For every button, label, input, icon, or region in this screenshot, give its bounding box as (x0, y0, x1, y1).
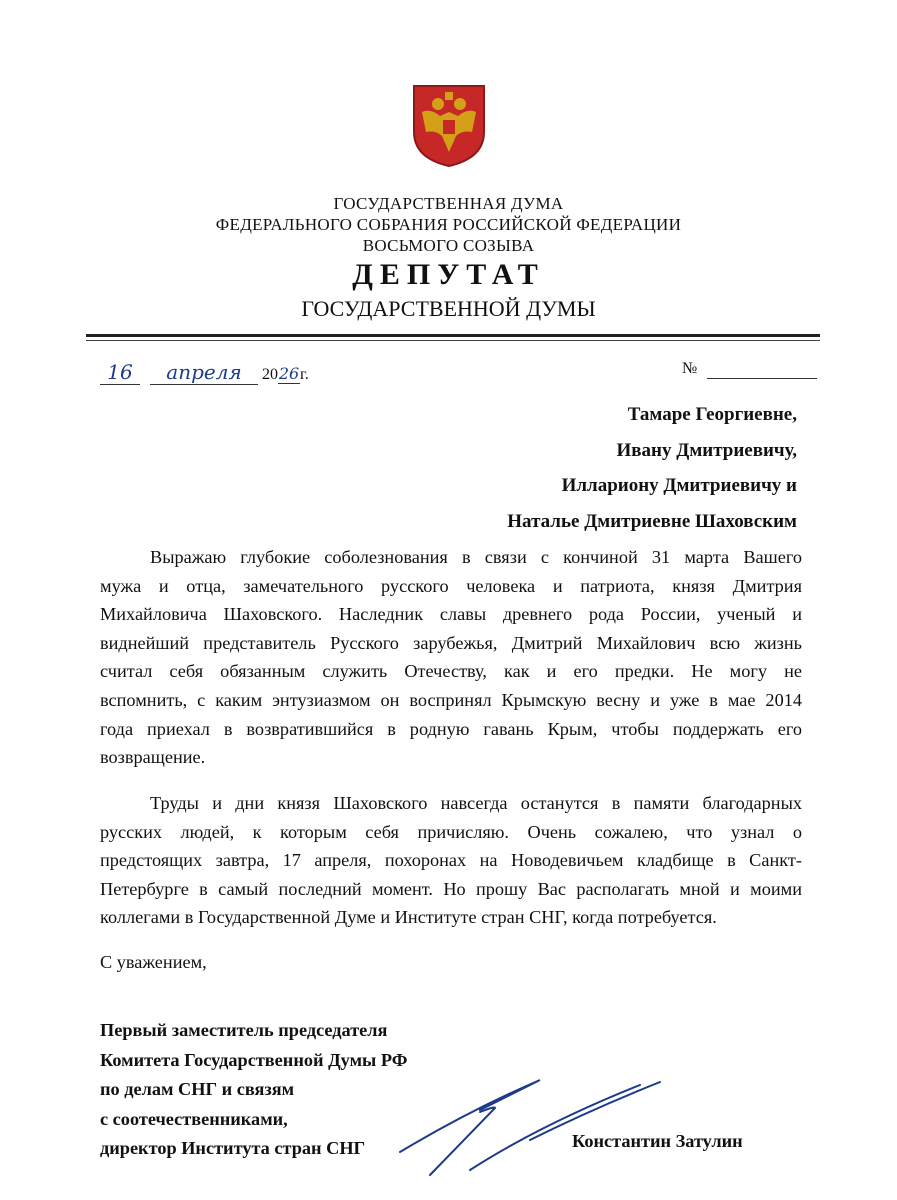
letterhead-subtitle: ГОСУДАРСТВЕННОЙ ДУМЫ (301, 296, 596, 321)
position-line: Первый заместитель председателя (100, 1020, 388, 1040)
text-line: коллегами в Государственной Думе и Институте стран СНГ, когда потребуется. (100, 907, 717, 928)
signature-block (100, 1016, 407, 1164)
addressee: Иллариону Дмитриевичу и (561, 475, 797, 496)
letter-date (100, 360, 309, 385)
text-line: Труды и дни князя Шаховского навсегда останутся в памяти благодарных (150, 793, 802, 813)
body-paragraph-2 (100, 789, 802, 932)
signer-name: Константин Затулин (572, 1131, 743, 1151)
addressees (507, 397, 797, 539)
letterhead-title: ДЕПУТАТ (352, 258, 545, 291)
date-day: 16 (100, 360, 140, 385)
institution-name (0, 193, 897, 256)
header-rule (86, 334, 820, 337)
russian-coat-of-arms-icon (410, 82, 488, 168)
header-rule-thin (86, 340, 820, 341)
text-line: Выражаю глубокие соболезнования в связи с кончиной 31 марта Вашего (150, 547, 802, 567)
number-label: № (682, 360, 698, 377)
text-line: мужа и отца, замечательного русского человека и патриота, князя Дмитрия (100, 575, 802, 596)
date-year-suffix: 26 (278, 364, 300, 383)
text-line: предстоящих завтра, 17 апреля, похоронах на Новодевичьем кладбище в Санкт- (100, 850, 802, 871)
date-suffix: г. (300, 366, 309, 383)
addressee: Тамаре Георгиевне, (627, 404, 797, 425)
text-line: Петербурге в самый последний момент. Но прошу Вас располагать мной и моими (100, 878, 802, 899)
date-year-prefix: 20 (262, 366, 278, 383)
text-line: вспомнить, с каким энтузиазмом он воспринял Крымскую весну и уже в мае 2014 (100, 689, 802, 710)
number-blank (707, 360, 817, 379)
institution-line: ФЕДЕРАЛЬНОГО СОБРАНИЯ РОССИЙСКОЙ ФЕДЕРАЦИИ (215, 215, 682, 234)
text-line: считал себя обязанным служить Отечеству, как и его предки. Не могу не (100, 661, 802, 682)
text-line: Михайловича Шаховского. Наследник славы древнего рода России, ученый и (100, 604, 802, 625)
text-line: возвращение. (100, 747, 206, 768)
position-line: с соотечественниками, (100, 1108, 288, 1129)
document-number (682, 360, 817, 379)
position-line: по делам СНГ и связям (100, 1079, 295, 1099)
institution-line: ВОСЬМОГО СОЗЫВА (362, 236, 535, 255)
text-line: года приехал в возвратившийся в родную гавань Крым, чтобы поддержать его (100, 718, 802, 739)
position-line: Комитета Государственной Думы РФ (100, 1049, 408, 1070)
addressee: Наталье Дмитриевне Шаховским (507, 510, 797, 532)
text-line: виднейший представитель Русского зарубежья, Дмитрий Михайлович всю жизнь (100, 632, 802, 653)
closing: С уважением, (100, 952, 207, 972)
position-line: директор Института стран СНГ (100, 1138, 366, 1158)
text-line: русских людей, к которым себя причисляю. Очень сожалею, что узнал о (100, 821, 802, 842)
institution-line: ГОСУДАРСТВЕННАЯ ДУМА (333, 194, 564, 213)
body-paragraph-1 (100, 543, 802, 772)
date-month: апреля (150, 360, 258, 385)
handwritten-signature (390, 1070, 710, 1180)
addressee: Ивану Дмитриевичу, (616, 439, 797, 461)
